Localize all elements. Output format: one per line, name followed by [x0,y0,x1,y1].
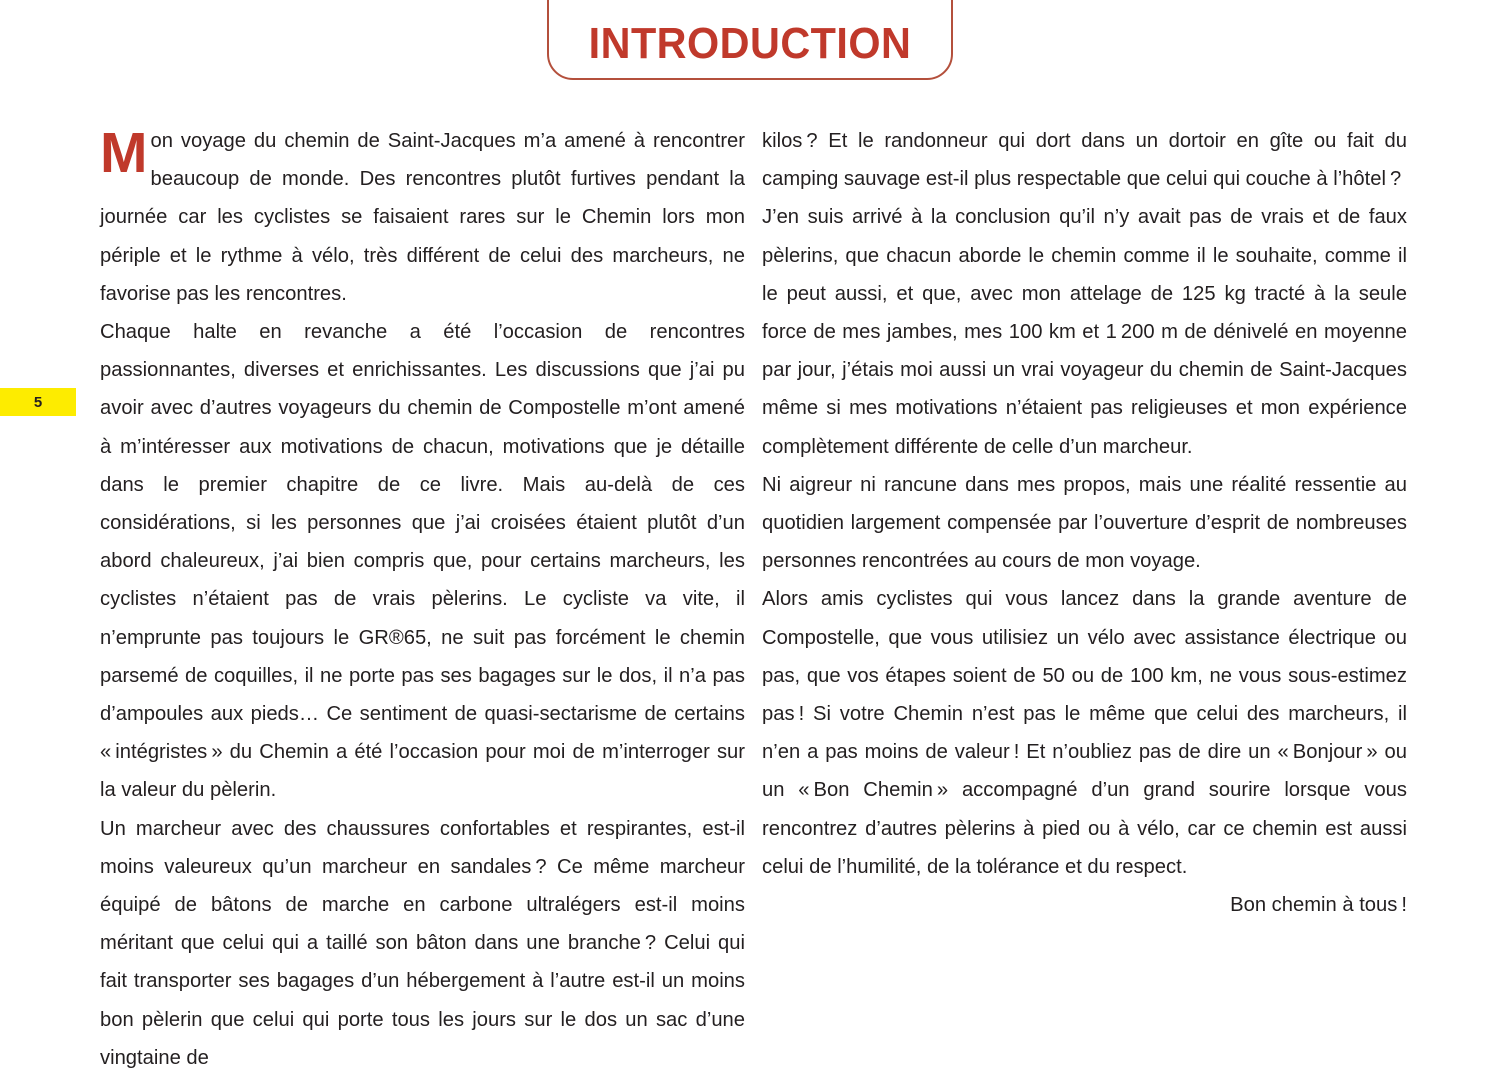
paragraph-text: kilos ? Et le randonneur qui dort dans un dortoir en gîte ou fait du camping sauvage est-il plus respectable que celui qui couche à l’hôtel ? [762,130,1407,191]
paragraph-text: on voyage du chemin de Saint-Jacques m’a amené à rencontrer beaucoup de monde. Des rencontres plutôt furtives pendant la journée car les cyclistes se faisaient rares sur le Chemin lors mon périple et le rythme à vélo, très différent de celui des marcheurs, ne favorise pas les rencontres. [100,130,745,305]
page-number: 5 [33,393,43,411]
paragraph [762,198,1407,465]
drop-cap-letter: M [100,121,148,185]
signoff-line: Bon chemin à tous ! [1230,894,1407,917]
paragraph [100,313,745,810]
paragraph [762,122,1407,198]
paragraph [100,122,745,313]
text-column-left [100,122,745,1077]
paragraph-text: Chaque halte en revanche a été l’occasion de rencontres passionnantes, diverses et enrichissantes. Les discussions que j’ai pu avoir avec d’autres voyageurs du chemin de Compostelle m’ont amené à m’intéresser aux motivations de chacun, motivations que je détaille dans le premier chapitre de ce livre. Mais au-delà de ces considérations, si les personnes que j’ai croisées étaient plutôt d’un abord chaleureux, j’ai bien compris que, pour certains marcheurs, les cyclistes n’étaient pas de vrais pèlerins. Le cycliste va vite, il n’emprunte pas toujours le GR®65, ne suit pas forcément le chemin parsemé de coquilles, il ne porte pas ses bagages sur le dos, il n’a pas d’ampoules aux pieds… Ce sentiment de quasi-sectarisme de certains « intégristes » du Chemin a été l’occasion pour moi de m’interroger sur la valeur du pèlerin. [100,321,745,802]
paragraph [762,466,1407,581]
paragraph-text: Ni aigreur ni rancune dans mes propos, mais une réalité ressentie au quotidien largement compensée par l’ouverture d’esprit de nombreuses personnes rencontrées au cours de mon voyage. [762,473,1407,573]
page-title: INTRODUCTION [588,19,912,68]
paragraph-text: Un marcheur avec des chaussures confortables et respirantes, est-il moins valeureux qu’un marcheur en sandales ? Ce même marcheur équipé de bâtons de marche en carbone ultralégers est-il moins méritant que celui qui a taillé son bâton dans une branche ? Celui qui fait transporter ses bagages d’un hébergement à l’autre est-il un moins bon pèlerin que celui qui porte tous les jours sur le dos un sac d’une vingtaine de [100,817,745,1069]
text-column-right [762,122,1407,924]
paragraph [100,810,745,1077]
paragraph [762,580,1407,886]
paragraph-text: Alors amis cyclistes qui vous lancez dans la grande aventure de Compostelle, que vous utilisiez un vélo avec assistance électrique ou pas, que vos étapes soient de 50 ou de 100 km, ne vous sous-estimez pas ! Si votre Chemin n’est pas le même que celui des marcheurs, il n’en a pas moins de valeur ! Et n’oubliez pas de dire un « Bonjour » ou un « Bon Chemin » accompagné d’un grand sourire lorsque vous rencontrez d’autres pèlerins à pied ou à vélo, car ce chemin est aussi celui de l’humilité, de la tolérance et du respect. [762,588,1407,878]
paragraph-text: J’en suis arrivé à la conclusion qu’il n’y avait pas de vrais et de faux pèlerins, que chacun aborde le chemin comme il le souhaite, comme il le peut aussi, et que, avec mon attelage de 125 kg tracté à la seule force de mes jambes, mes 100 km et 1 200 m de dénivelé en moyenne par jour, j’étais moi aussi un vrai voyageur du chemin de Saint-Jacques même si mes motivations n’étaient pas religieuses et mon expérience complètement différente de celle d’un marcheur. [762,206,1407,458]
